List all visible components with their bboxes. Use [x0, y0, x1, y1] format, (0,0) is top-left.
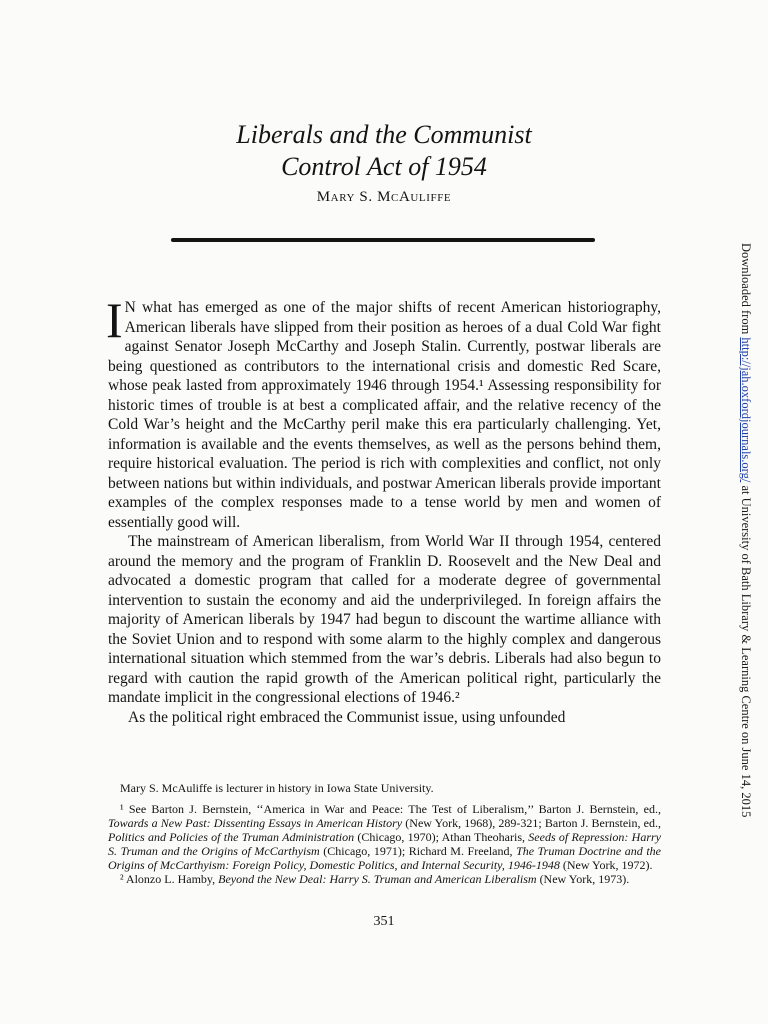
- footnote-2: [108, 872, 661, 886]
- footnotes: [108, 781, 661, 886]
- footnote-2-part-a: ² Alonzo L. Hamby,: [120, 872, 219, 886]
- download-suffix: at University of Bath Library & Learning Centre on June 14, 2015: [739, 482, 753, 818]
- footnote-1-part-f: Seeds of Repression: Harry S. Truman and the Origins of McCarthyism: [108, 830, 662, 858]
- footnote-1-part-d: Politics and Policies of the Truman Administration: [108, 830, 355, 844]
- footnote-1-part-c: (New York, 1968), 289-321; Barton J. Bernstein, ed.,: [402, 816, 661, 830]
- paragraph-1-text: N what has emerged as one of the major shifts of recent American historiography, American liberals have slipped from their position as heroes of a dual Cold War fight against Senator Joseph McCarthy and Joseph Stalin. Currently, postwar liberals are being questioned as contributors to the international crisis and domestic Red Scare, whose peak lasted from approximately 1946 through 1954.¹ Assessing responsibility for historic times of trouble is at best a complicated affair, and the relative recency of the Cold War’s height and the McCarthy peril make this era particularly challenging. Yet, information is available and the events themselves, as well as the persons behind them, require historical evaluation. The period is rich with complexities and conflict, not only between nations but within individuals, and postwar American liberals provide important examples of the complex responses made to a tense world by men and women of essentially good will.: [108, 299, 661, 531]
- footnote-2-part-c: (New York, 1973).: [536, 872, 630, 886]
- paragraph-3: As the political right embraced the Communist issue, using unfounded: [128, 708, 566, 726]
- footnote-1-part-b: Towards a New Past: Dissenting Essays in American History: [108, 816, 403, 830]
- download-prefix: Downloaded from: [739, 243, 753, 338]
- footnote-1-part-g: (Chicago, 1971); Richard M. Freeland,: [319, 844, 517, 858]
- footnote-1: [108, 802, 661, 872]
- footnote-1-part-e: (Chicago, 1970); Athan Theoharis,: [354, 830, 529, 844]
- paragraph-2: The mainstream of American liberalism, from World War II through 1954, centered around the memory and the program of Franklin D. Roosevelt and the New Deal and advocated a domestic program that called for a moderate degree of governmental intervention to sustain the economy and aid the underprivileged. In foreign affairs the majority of American liberals by 1947 had begun to discount the wartime alliance with the Soviet Union and to respond with some alarm to the highly complex and dangerous international situation which stemmed from the war’s debris. Liberals had also begun to regard with caution the rapid growth of the American political right, particularly the mandate implicit in the congressional elections of 1946.²: [108, 533, 661, 706]
- article-title: [150, 119, 618, 183]
- drop-cap: I: [106, 292, 123, 348]
- paragraph-1: [106, 292, 661, 532]
- footnote-2-part-b: Beyond the New Deal: Harry S. Truman and American Liberalism: [218, 872, 537, 886]
- download-stamp-text: [737, 243, 754, 818]
- footnote-1-part-h: The Truman Doctrine and the Origins of McCarthyism: Foreign Policy, Domestic Politics, and Internal Security, 1946-1948: [108, 844, 661, 872]
- download-stamp: [737, 243, 754, 818]
- title-line-1: Liberals and the Communist: [236, 120, 532, 149]
- footnote-1-part-a: ¹ See Barton J. Bernstein, ‘‘America in War and Peace: The Test of Liberalism,’’ Barton J. Bernstein, ed.,: [120, 802, 661, 816]
- page-number: 351: [373, 914, 395, 929]
- footnote-1-part-i: (New York, 1972).: [559, 858, 653, 872]
- author-note: Mary S. McAuliffe is lecturer in history in Iowa State University.: [120, 781, 434, 795]
- title-line-2: Control Act of 1954: [281, 152, 487, 181]
- title-divider: [171, 238, 595, 242]
- article-body: [106, 292, 661, 727]
- author-name: Mary S. McAuliffe: [316, 189, 452, 205]
- journal-link[interactable]: http://jah.oxfordjournals.org/: [739, 337, 753, 483]
